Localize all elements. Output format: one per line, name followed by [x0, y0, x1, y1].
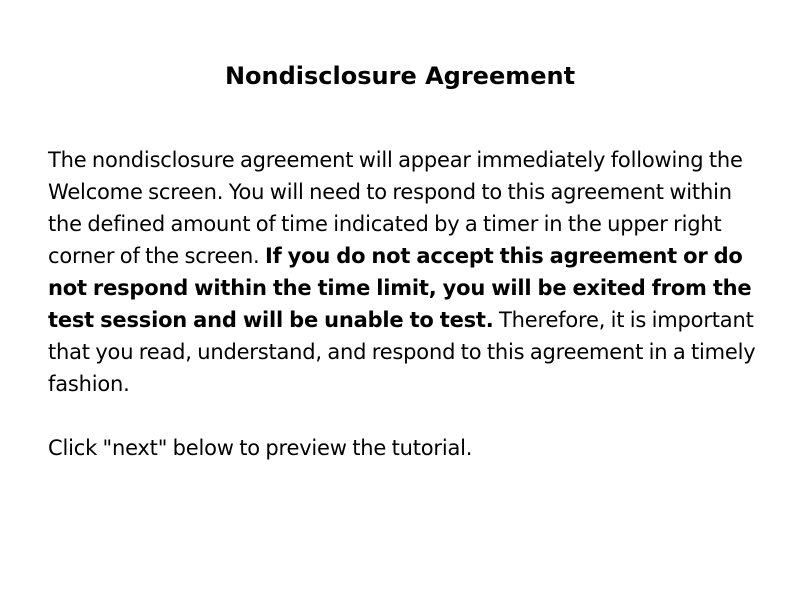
- agreement-conclusion-text: Therefore, it is important that you read, understand, and respond to this agreement in a timely fashion.: [48, 308, 756, 396]
- agreement-warning-text: If you do not accept this agreement or do not respond within the time limit, you will be exited from the test session and will be unable to test.: [48, 244, 752, 332]
- page-title: Nondisclosure Agreement: [224, 62, 576, 90]
- agreement-intro-text: The nondisclosure agreement will appear immediately following the Welcome screen. You will need to respond to this agreement within the defined amount of time indicated by a timer in the upper right corner of the screen.: [48, 148, 743, 268]
- paragraph-spacer: [48, 400, 760, 432]
- agreement-paragraph: [48, 144, 760, 400]
- next-instruction-text: Click "next" below to preview the tutorial.: [48, 436, 473, 460]
- agreement-body: [48, 144, 760, 464]
